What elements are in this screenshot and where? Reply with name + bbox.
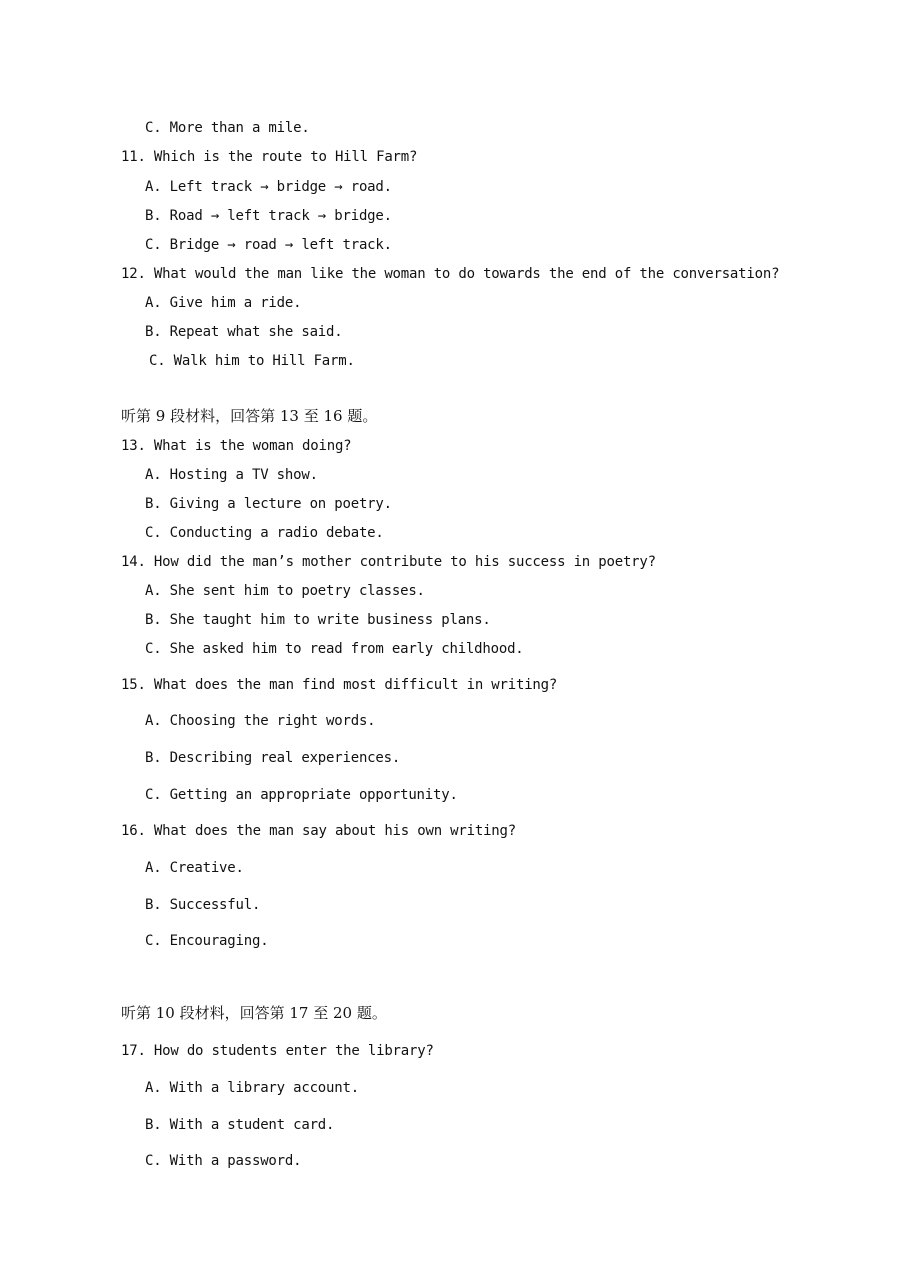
option-12c: C. Walk him to Hill Farm. (149, 353, 355, 369)
question-11: 11. Which is the route to Hill Farm? (121, 149, 418, 165)
option-11c: C. Bridge → road → left track. (145, 237, 392, 253)
option-10c: C. More than a mile. (145, 120, 310, 136)
option-12a: A. Give him a ride. (145, 295, 302, 311)
question-13: 13. What is the woman doing? (121, 438, 352, 454)
option-13a: A. Hosting a TV show. (145, 467, 318, 483)
option-11a: A. Left track → bridge → road. (145, 179, 392, 195)
option-17b: B. With a student card. (145, 1117, 335, 1133)
question-16: 16. What does the man say about his own writing? (121, 823, 516, 839)
option-13b: B. Giving a lecture on poetry. (145, 496, 392, 512)
option-14c: C. She asked him to read from early childhood. (145, 641, 524, 657)
option-12b: B. Repeat what she said. (145, 324, 343, 340)
option-11b: B. Road → left track → bridge. (145, 208, 392, 224)
option-17a: A. With a library account. (145, 1080, 359, 1096)
option-13c: C. Conducting a radio debate. (145, 525, 384, 541)
question-14: 14. How did the man’s mother contribute to his success in poetry? (121, 554, 656, 570)
option-16a: A. Creative. (145, 860, 244, 876)
option-15c: C. Getting an appropriate opportunity. (145, 787, 458, 803)
option-16c: C. Encouraging. (145, 933, 269, 949)
option-14a: A. She sent him to poetry classes. (145, 583, 425, 599)
option-15b: B. Describing real experiences. (145, 750, 401, 766)
option-16b: B. Successful. (145, 897, 261, 913)
option-15a: A. Choosing the right words. (145, 713, 376, 729)
option-14b: B. She taught him to write business plans. (145, 612, 491, 628)
section-header-10: 听第 10 段材料，回答第 17 至 20 题。 (121, 1004, 387, 1022)
option-17c: C. With a password. (145, 1153, 302, 1169)
question-12: 12. What would the man like the woman to do towards the end of the conversation? (121, 266, 780, 282)
section-header-9: 听第 9 段材料，回答第 13 至 16 题。 (121, 407, 378, 425)
question-17: 17. How do students enter the library? (121, 1043, 434, 1059)
question-15: 15. What does the man find most difficult in writing? (121, 677, 558, 693)
